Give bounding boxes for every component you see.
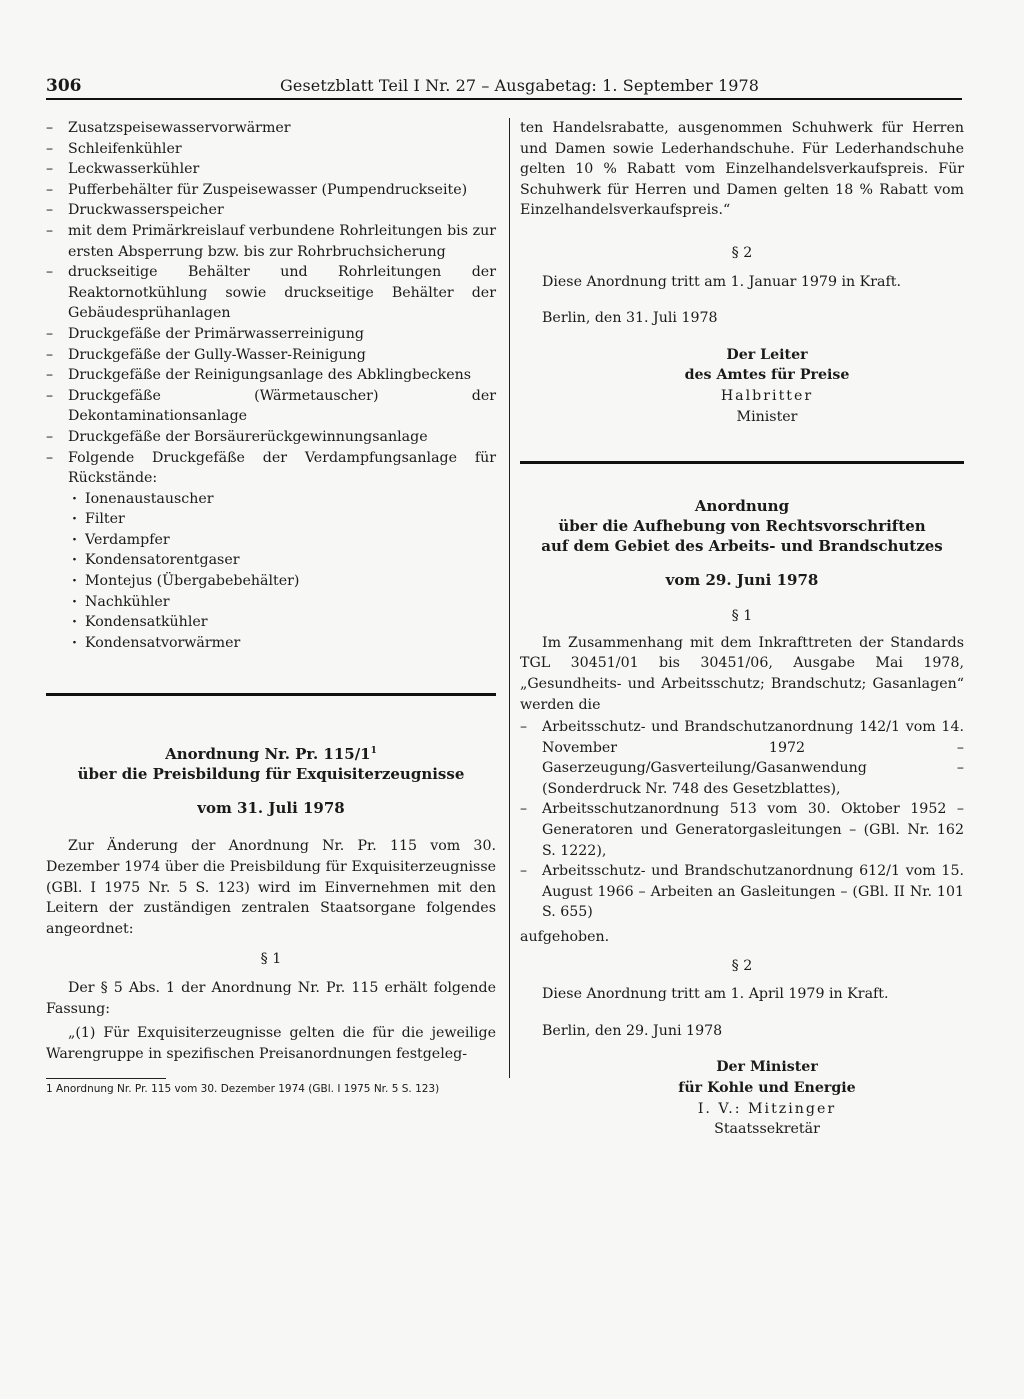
list-item: – Druckgefäße der Primärwasserreinigung	[46, 324, 496, 345]
signature-title: Der Minister	[716, 1059, 818, 1076]
signature-office: des Amtes für Preise	[684, 367, 850, 384]
footnote-rule	[46, 1078, 166, 1079]
list-item: – Druckgefäße der Gully-Wasser-Reinigung	[46, 345, 496, 366]
evaporator-sublist	[46, 489, 496, 654]
sublist-item: · Montejus (Übergabebehälter)	[70, 571, 496, 592]
place-date: Berlin, den 31. Juli 1978	[542, 310, 718, 327]
paragraph-text: Diese Anordnung tritt am 1. Januar 1979 in Kraft.	[542, 273, 901, 290]
list-item: – Leckwasserkühler	[46, 159, 496, 180]
signature-role: Minister	[736, 408, 798, 425]
section-rule	[520, 461, 964, 464]
sublist-item: · Kondensatorentgaser	[70, 550, 496, 571]
sublist-item: · Nachkühler	[70, 592, 496, 613]
signature-block	[520, 345, 964, 427]
repealed-list	[520, 717, 964, 923]
decree-intro: Zur Änderung der Anordnung Nr. Pr. 115 vom 30. Dezember 1974 über die Preisbildung für Exquisiterzeugnisse (GBl. I 1975 Nr. 5 S. 123) wird im Einvernehmen mit den Leitern der zuständigen zentralen Staatsorgane folgendes angeordnet:	[46, 838, 496, 937]
sublist-item: · Kondensatkühler	[70, 612, 496, 633]
column-divider	[509, 118, 510, 1078]
paragraph-heading: § 1	[731, 608, 753, 625]
list-item: – Arbeitsschutzanordnung 513 vom 30. Oktober 1952 – Generatoren und Generatorgasleitungen – (GBl. Nr. 162 S. 1222),	[520, 799, 964, 861]
list-item: – Folgende Druckgefäße der Verdampfungsanlage für Rückstände:	[46, 448, 496, 489]
signature-title: Der Leiter	[726, 346, 808, 363]
list-item: – Pufferbehälter für Zuspeisewasser (Pumpendruckseite)	[46, 180, 496, 201]
decree-date: vom 31. Juli 1978	[197, 799, 345, 818]
signature-office: für Kohle und Energie	[678, 1080, 856, 1096]
signature-block	[520, 1057, 964, 1139]
running-header: Gesetzblatt Teil I Nr. 27 – Ausgabetag: 1. September 1978	[280, 76, 760, 95]
signature-name: I. V.: Mitzinger	[697, 1100, 837, 1117]
left-column	[46, 118, 496, 1096]
decree-heading	[46, 744, 496, 818]
sublist-item: · Filter	[70, 509, 496, 530]
page-number: 306	[46, 76, 82, 96]
paragraph-heading: § 2	[731, 957, 753, 974]
list-item: – Druckgefäße der Reinigungsanlage des Abklingbeckens	[46, 365, 496, 386]
continuation-text: ten Handelsrabatte, ausgenommen Schuhwerk für Herren und Damen sowie Lederhandschuhe. Für Lederhandschuhe gelten 10 % Rabatt vom Einzelhandelsverkaufspreis. Für Schuhwerk für Herren und Damen gelten 18 % Rabatt vom Einzelhandelsverkaufspreis.“	[520, 120, 964, 219]
decree2-heading	[520, 496, 964, 590]
paragraph-heading: § 2	[731, 244, 753, 261]
paragraph-heading: § 1	[260, 951, 282, 968]
list-item: – druckseitige Behälter und Rohrleitungen der Reaktornotkühlung sowie druckseitige Behälter der Gebäudesprühanlagen	[46, 262, 496, 324]
decree-title-text: Anordnung Nr. Pr. 115/1	[165, 745, 371, 764]
list-item: – mit dem Primärkreislauf verbundene Rohrleitungen bis zur ersten Absperrung bzw. bis zur Rohrbruchsicherung	[46, 221, 496, 262]
paragraph-text: Der § 5 Abs. 1 der Anordnung Nr. Pr. 115 erhält folgende Fassung:	[46, 980, 496, 1017]
decree2-intro: Im Zusammenhang mit dem Inkrafttreten der Standards TGL 30451/01 bis 30451/06, Ausgabe Mai 1978, „Gesundheits- und Arbeitsschutz; Brandschutz; Gasanlagen“ werden die	[520, 634, 964, 713]
signature-name: Halbritter	[720, 387, 814, 404]
list-item: – Arbeitsschutz- und Brandschutzanordnung 612/1 vom 15. August 1966 – Arbeiten an Gasleitungen – (GBl. II Nr. 101 S. 655)	[520, 861, 964, 923]
decree2-subtitle: über die Aufhebung von Rechtsvorschriften	[558, 517, 926, 536]
list-item: – Druckwasserspeicher	[46, 200, 496, 221]
list-item: – Schleifenkühler	[46, 139, 496, 160]
place-date: Berlin, den 29. Juni 1978	[542, 1022, 723, 1039]
footnote-marker: 1	[370, 746, 377, 757]
sublist-item: · Verdampfer	[70, 530, 496, 551]
right-column	[520, 118, 964, 1140]
decree-title	[46, 744, 496, 764]
header-rule	[46, 98, 962, 100]
list-item: – Arbeitsschutz- und Brandschutzanordnung 142/1 vom 14. November 1972 – Gaserzeugung/Gasverteilung/Gasanwendung – (Sonderdruck Nr. 748 des Gesetzblattes),	[520, 717, 964, 799]
decree2-subtitle: auf dem Gebiet des Arbeits- und Brandschutzes	[541, 537, 943, 556]
component-list	[46, 118, 496, 489]
amended-text: „(1) Für Exquisiterzeugnisse gelten die für die jeweilige Warengruppe in spezifischen Preisanordnungen festgeleg-	[46, 1025, 496, 1062]
paragraph-text: Diese Anordnung tritt am 1. April 1979 in Kraft.	[542, 986, 889, 1003]
signature-role: Staatssekretär	[714, 1121, 820, 1138]
list-item: – Druckgefäße der Borsäurerückgewinnungsanlage	[46, 427, 496, 448]
decree2-title: Anordnung	[694, 497, 790, 516]
sublist-item: · Ionenaustauscher	[70, 489, 496, 510]
footnote: 1 Anordnung Nr. Pr. 115 vom 30. Dezember 1974 (GBl. I 1975 Nr. 5 S. 123)	[46, 1083, 440, 1096]
sublist-item: · Kondensatvorwärmer	[70, 633, 496, 654]
section-rule	[46, 693, 496, 696]
list-item: – Druckgefäße (Wärmetauscher) der Dekontaminationsanlage	[46, 386, 496, 427]
repealed-text: aufgehoben.	[520, 929, 610, 946]
decree2-date: vom 29. Juni 1978	[665, 571, 819, 590]
list-item: – Zusatzspeisewasservorwärmer	[46, 118, 496, 139]
decree-subtitle: über die Preisbildung für Exquisiterzeugnisse	[77, 765, 465, 784]
